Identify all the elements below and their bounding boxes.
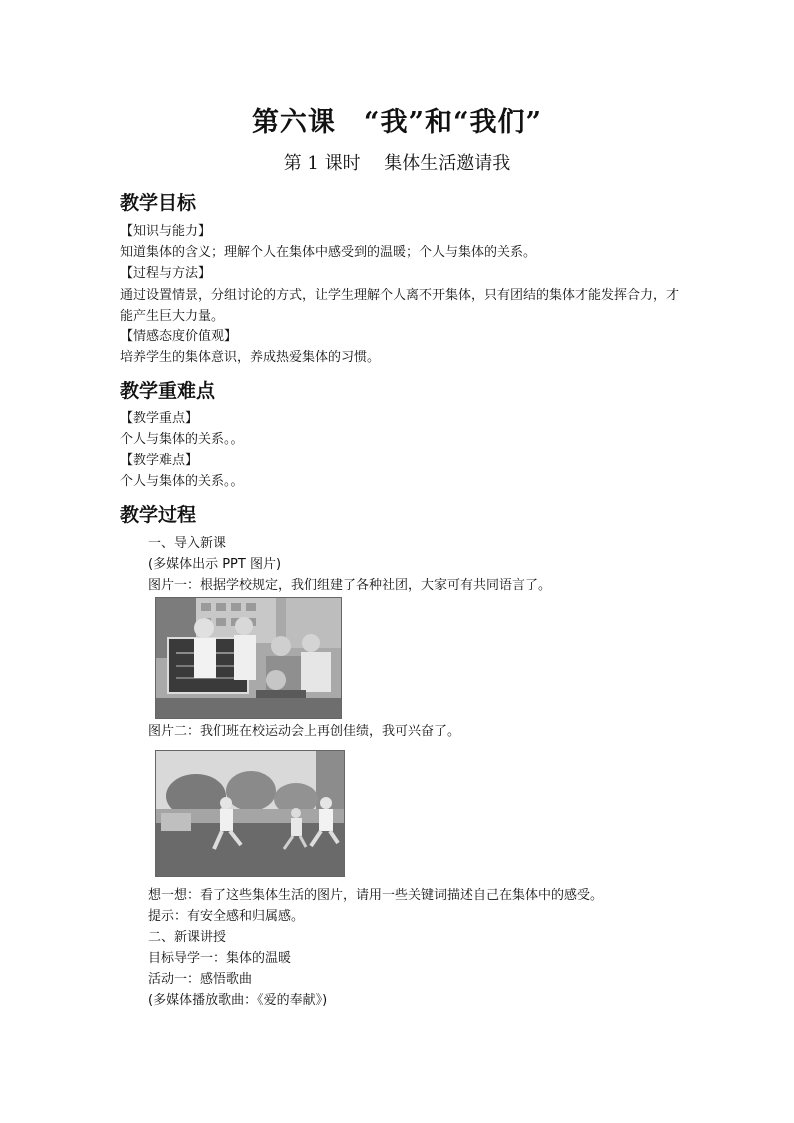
- sports-photo-image: [156, 751, 344, 876]
- media-note-1: (多媒体出示 PPT 图片): [148, 557, 282, 572]
- step-1: 一、导入新课: [148, 536, 227, 551]
- process-text: 通过设置情景，分组讨论的方式，让学生理解个人离不开集体，只有团结的集体才能发挥合力，才能产生巨大力量。: [120, 288, 680, 324]
- pic2-caption: 图片二：我们班在校运动会上再创佳绩，我可兴奋了。: [148, 724, 461, 739]
- activity-1: 活动一：感悟歌曲: [148, 972, 253, 987]
- club-photo: [155, 597, 342, 719]
- heading-process: 教学过程: [120, 504, 197, 526]
- key-label: 【教学重点】: [120, 411, 199, 426]
- media-note-2: (多媒体播放歌曲：《爱的奉献》): [148, 993, 328, 1008]
- process-label: 【过程与方法】: [120, 266, 212, 281]
- hint-text: 提示：有安全感和归属感。: [148, 909, 305, 924]
- step-2: 二、新课讲授: [148, 930, 227, 945]
- difficult-label: 【教学难点】: [120, 453, 199, 468]
- think-prompt: 想一想：看了这些集体生活的图片，请用一些关键词描述自己在集体中的感受。: [148, 888, 604, 903]
- difficult-text: 个人与集体的关系。。: [120, 474, 244, 489]
- key-text: 个人与集体的关系。。: [120, 432, 244, 447]
- target-1: 目标导学一：集体的温暖: [148, 951, 292, 966]
- heading-goals: 教学目标: [120, 192, 197, 214]
- sports-photo: [155, 750, 345, 877]
- knowledge-label: 【知识与能力】: [120, 224, 212, 239]
- lesson-subtitle: 第 1 课时 集体生活邀请我: [283, 153, 511, 174]
- emotion-text: 培养学生的集体意识，养成热爱集体的习惯。: [120, 350, 381, 365]
- club-photo-image: [156, 598, 341, 718]
- knowledge-text: 知道集体的含义；理解个人在集体中感受到的温暖；个人与集体的关系。: [120, 245, 537, 260]
- lesson-title: 第六课 “我”和“我们”: [251, 107, 543, 138]
- pic1-caption: 图片一：根据学校规定，我们组建了各种社团，大家可有共同语言了。: [148, 578, 552, 593]
- emotion-label: 【情感态度价值观】: [120, 329, 238, 344]
- heading-keypoints: 教学重难点: [120, 380, 216, 402]
